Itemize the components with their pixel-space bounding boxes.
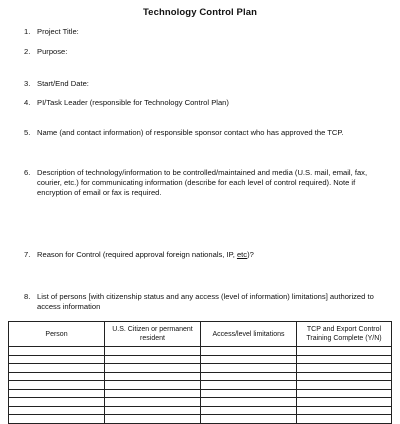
table-row — [9, 389, 392, 398]
item-number: 3. — [24, 79, 31, 88]
item-number: 4. — [24, 98, 31, 107]
item-number: 1. — [24, 27, 31, 36]
table-cell[interactable] — [297, 381, 392, 390]
table-cell[interactable] — [9, 389, 105, 398]
table-cell[interactable] — [201, 347, 297, 356]
item-text: List of persons [with citizenship status and any access (level of information) limitations] authorized to access information — [37, 292, 374, 312]
table-cell[interactable] — [297, 398, 392, 407]
item-text-part: )? — [247, 250, 254, 259]
column-header-training-complete: TCP and Export Control Training Complete (Y/N) — [297, 322, 392, 347]
table-cell[interactable] — [297, 415, 392, 424]
table-cell[interactable] — [297, 347, 392, 356]
column-header-access-limitations: Access/level limitations — [201, 322, 297, 347]
table-row — [9, 406, 392, 415]
table-cell[interactable] — [9, 364, 105, 373]
item-text: Name (and contact information) of responsible sponsor contact who has approved the TCP. — [37, 128, 344, 137]
table-cell[interactable] — [297, 389, 392, 398]
table-row — [9, 355, 392, 364]
table-cell[interactable] — [201, 398, 297, 407]
table-cell[interactable] — [105, 389, 201, 398]
table-cell[interactable] — [105, 347, 201, 356]
table-cell[interactable] — [201, 372, 297, 381]
table-row — [9, 381, 392, 390]
item-text: Start/End Date: — [37, 79, 89, 88]
column-header-citizenship: U.S. Citizen or permanent resident — [105, 322, 201, 347]
table-cell[interactable] — [297, 406, 392, 415]
table-cell[interactable] — [9, 355, 105, 364]
table-header-row — [9, 322, 392, 347]
item-number: 6. — [24, 168, 31, 177]
table-cell[interactable] — [105, 415, 201, 424]
table-cell[interactable] — [201, 389, 297, 398]
table-cell[interactable] — [105, 364, 201, 373]
table-cell[interactable] — [201, 364, 297, 373]
table-cell[interactable] — [201, 406, 297, 415]
table-row — [9, 415, 392, 424]
item-text-part: Reason for Control (required approval foreign nationals, IP, — [37, 250, 237, 259]
table-cell[interactable] — [105, 372, 201, 381]
table-cell[interactable] — [9, 406, 105, 415]
table-cell[interactable] — [105, 398, 201, 407]
table-row — [9, 398, 392, 407]
table-cell[interactable] — [9, 398, 105, 407]
table-body — [9, 347, 392, 424]
item-number: 8. — [24, 292, 31, 301]
item-number: 5. — [24, 128, 31, 137]
table-cell[interactable] — [297, 355, 392, 364]
item-number: 2. — [24, 47, 31, 56]
item-text — [37, 250, 384, 260]
item-text: PI/Task Leader (responsible for Technology Control Plan) — [37, 98, 229, 107]
item-text: Project Title: — [37, 27, 79, 36]
item-number: 7. — [24, 250, 31, 259]
table-cell[interactable] — [105, 406, 201, 415]
table-row — [9, 347, 392, 356]
table-cell[interactable] — [105, 381, 201, 390]
item-text: Purpose: — [37, 47, 68, 56]
table-cell[interactable] — [9, 372, 105, 381]
table-cell[interactable] — [9, 415, 105, 424]
table-cell[interactable] — [201, 381, 297, 390]
item-text-underlined: etc — [236, 250, 248, 259]
authorized-persons-table — [8, 321, 392, 424]
table-row — [9, 364, 392, 373]
column-header-person: Person — [9, 322, 105, 347]
table-cell[interactable] — [201, 355, 297, 364]
table-cell[interactable] — [297, 364, 392, 373]
table-cell[interactable] — [105, 355, 201, 364]
table-cell[interactable] — [9, 347, 105, 356]
table-cell[interactable] — [9, 381, 105, 390]
table-row — [9, 372, 392, 381]
table-cell[interactable] — [201, 415, 297, 424]
item-text: Description of technology/information to be controlled/maintained and media (U.S. mail, email, fax, courier, etc.) for communicating information (describe for each level of control required). Note if encryption of email or fax is required. — [37, 168, 368, 198]
table-cell[interactable] — [297, 372, 392, 381]
document-title: Technology Control Plan — [142, 7, 257, 18]
